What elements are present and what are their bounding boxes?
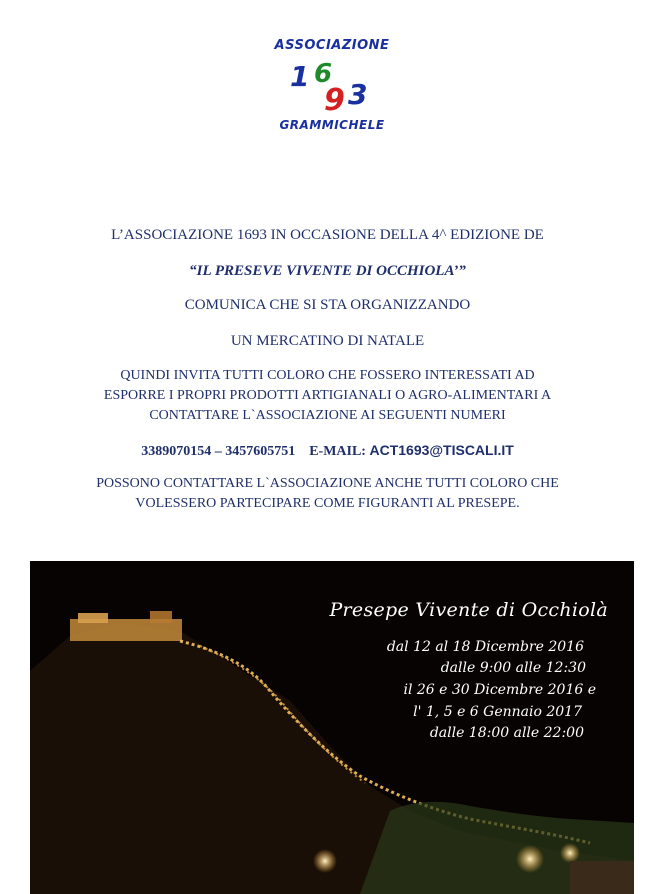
poster-date-2: il 26 e 30 Dicembre 2016 e: [403, 682, 596, 698]
phone-numbers: 3389070154 – 3457605751: [141, 444, 296, 459]
intro-line: L’ASSOCIAZIONE 1693 IN OCCASIONE DELLA 4^ EDIZIONE DE: [111, 227, 544, 243]
svg-text:6: 6: [314, 59, 333, 89]
contact-line: [0, 441, 655, 461]
svg-text:1: 1: [290, 60, 310, 93]
poster-time-1: dalle 9:00 alle 12:30: [440, 660, 586, 676]
event-photo: [30, 561, 634, 894]
figurants-line-1: POSSONO CONTATTARE L`ASSOCIAZIONE ANCHE TUTTI COLORO CHE: [96, 476, 559, 491]
invite-line-2: ESPORRE I PROPRI PRODOTTI ARTIGIANALI O AGRO-ALIMENTARI A: [103, 388, 552, 403]
poster-date-3: l' 1, 5 e 6 Gennaio 2017: [413, 704, 582, 720]
logo-bottom-text: GRAMMICHELE: [279, 118, 385, 132]
poster-time-2: dalle 18:00 alle 22:00: [429, 725, 584, 741]
association-logo: [262, 38, 402, 138]
figurants-line-2: VOLESSERO PARTECIPARE COME FIGURANTI AL PRESEPE.: [135, 496, 520, 511]
invite-line-3: CONTATTARE L`ASSOCIAZIONE AI SEGUENTI NUMERI: [149, 408, 506, 423]
announcement-line: COMUNICA CHE SI STA ORGANIZZANDO: [184, 297, 471, 313]
email-label: E-MAIL:: [309, 444, 366, 459]
email-address[interactable]: ACT1693@TISCALI.IT: [369, 442, 514, 458]
svg-text:9: 9: [324, 83, 345, 118]
event-name: “IL PRESEVE VIVENTE DI OCCHIOLA’”: [189, 263, 466, 279]
poster-title: Presepe Vivente di Occhiolà: [329, 599, 608, 621]
market-line: UN MERCATINO DI NATALE: [230, 333, 425, 349]
logo-top-text: ASSOCIAZIONE: [274, 38, 390, 53]
invite-line-1: QUINDI INVITA TUTTI COLORO CHE FOSSERO INTERESSATI AD: [120, 368, 535, 383]
logo-number-mark: [284, 52, 384, 118]
poster-date-1: dal 12 al 18 Dicembre 2016: [386, 639, 584, 655]
svg-text:3: 3: [348, 78, 368, 111]
